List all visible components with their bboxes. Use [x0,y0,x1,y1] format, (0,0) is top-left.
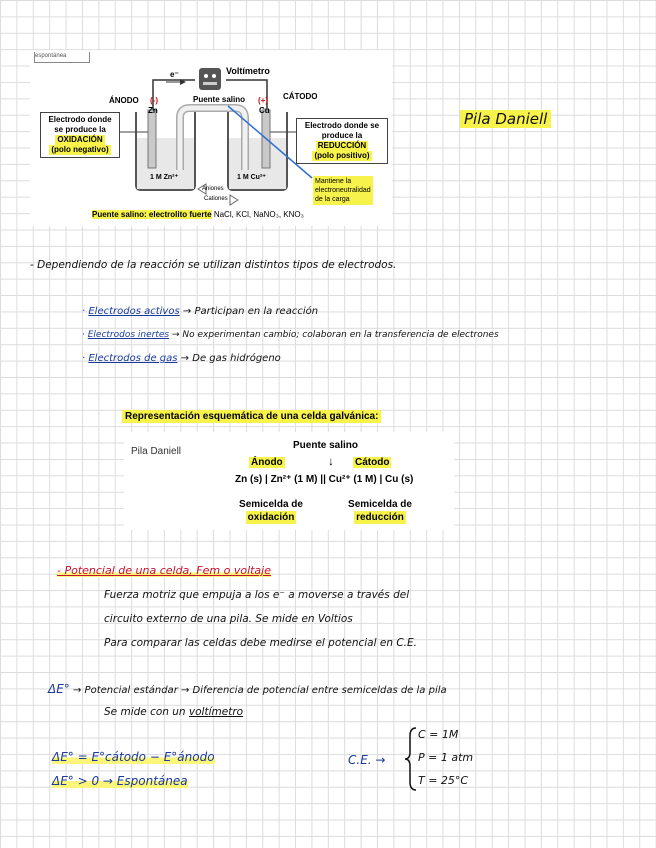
electrode-item-active: · Electrodos activos → Participan en la reacción [82,306,319,317]
cations-label: Cationes [204,196,228,202]
bridge-note-line1: Mantiene la [315,178,352,185]
oxidation-box-line4: (polo negativo) [51,145,109,154]
left-semi-line1: Semicelda de [239,499,303,510]
anode-sign: (-) [150,96,158,105]
spontaneous-line: ΔE° > 0 → Espontánea [52,774,188,788]
electrode-desc-gas: De gas hidrógeno [192,353,281,364]
electrode-arrow-gas: → [180,353,190,364]
standard-line1-a: → Potencial estándar [72,685,178,696]
salt-bridge-label: Puente salino [193,95,246,104]
electrode-term-gas: Electrodos de gas [88,353,178,364]
zn-solution-label: 1 M Zn²⁺ [150,174,179,181]
reduction-box-line3: REDUCCIÓN [317,141,367,150]
electrodes-intro: - Dependiendo de la reacción se utilizan distintos tipos de electrodos. [30,259,397,271]
schematic-right-semi [340,498,420,524]
electrode-desc-active: Participan en la reacción [194,306,319,317]
oxidation-box [40,112,120,158]
electrode-term-inert: Electrodos inertes [87,330,170,340]
reduction-box [296,118,388,164]
caption-prefix: Puente salino: electrolito fuerte [92,210,212,219]
anions-label: Aniones [202,186,224,192]
anode-label: ÁNODO [109,96,139,105]
reduction-box-line1: Electrodo donde se [304,121,380,130]
electrode-desc-inert: No experimentan cambio; colaboran en la transferencia de electrones [182,330,499,340]
electrode-item-gas: · Electrodos de gas → De gas hidrógeno [82,353,281,364]
schematic-cathode: Cátodo [355,457,390,468]
diagram-caption [92,210,304,219]
cathode-label: CÁTODO [283,92,318,101]
potential-heading: - Potencial de una celda, Fem o voltaje [57,564,272,577]
cu-label: Cu [259,106,270,115]
potential-line1: Fuerza motriz que empuja a los e⁻ a moverse a través del [104,589,410,601]
schematic-anode: Ánodo [251,457,283,468]
cathode-sign: (+) [258,96,268,105]
galvanic-cell-diagram [30,50,392,226]
oxidation-box-line3: OXIDACIÓN [57,135,103,144]
schematic-salt-bridge: Puente salino [293,440,359,451]
schematic-cell-name: Pila Daniell [131,446,182,457]
standard-line2 [104,706,243,718]
electrode-item-inert: · Electrodos inertes → No experimentan cambio; colaboran en la transferencia de electrones [82,330,499,340]
voltmeter-label: Voltímetro [226,66,270,76]
standard-line1-b: → Diferencia de potencial entre semiceldas de la pila [181,685,447,696]
ce-brace [404,726,418,792]
schematic-down-arrow: ↓ [328,454,334,468]
schematic-heading: Representación esquemática de una celda galvánica: [122,410,381,423]
standard-line1 [48,682,447,696]
potential-line2: circuito externo de una pila. Se mide en Voltios [104,613,353,625]
cut-label: espontánea [34,52,90,63]
reduction-box-line4: (polo positivo) [314,151,370,160]
schematic-left-semi [231,498,311,524]
ce-condition-t: T = 25°C [418,774,469,787]
ce-condition-c: C = 1M [418,728,459,741]
schematic-notation: Zn (s) | Zn²⁺ (1 M) || Cu²⁺ (1 M) | Cu (s) [235,474,414,485]
schematic-panel [124,432,454,530]
cu-solution-label: 1 M Cu²⁺ [237,174,266,181]
right-semi-line1: Semicelda de [348,499,412,510]
oxidation-box-line2: se produce la [54,125,106,134]
right-semi-line2: reducción [356,512,404,523]
standard-formula: ΔE° = E°cátodo − E°ánodo [52,750,215,764]
bridge-note [313,176,373,205]
oxidation-box-line1: Electrodo donde [48,115,112,124]
bridge-note-line2: electroneutralidad [315,187,371,194]
electrode-arrow-active: → [182,306,192,317]
page-title: Pila Daniell [460,110,551,128]
left-semi-line2: oxidación [247,512,295,523]
bridge-note-line3: de la carga [315,196,350,203]
ce-label: C.E. → [348,753,386,767]
electrode-arrow-inert: → [171,330,180,340]
reduction-box-line2: produce la [321,131,363,140]
standard-line2-word: voltímetro [188,706,244,718]
potential-line3: Para comparar las celdas debe medirse el potencial en C.E. [104,637,417,649]
electrode-term-active: Electrodos activos [88,306,180,317]
ce-condition-p: P = 1 atm [418,751,474,764]
delta-e-symbol: ΔE° [48,682,70,696]
electron-label: e⁻ [170,70,179,79]
standard-line2-prefix: Se mide con un [104,706,186,718]
caption-list: NaCl, KCl, NaNO₃, KNO₃ [213,210,304,219]
zn-label: Zn [148,106,158,115]
